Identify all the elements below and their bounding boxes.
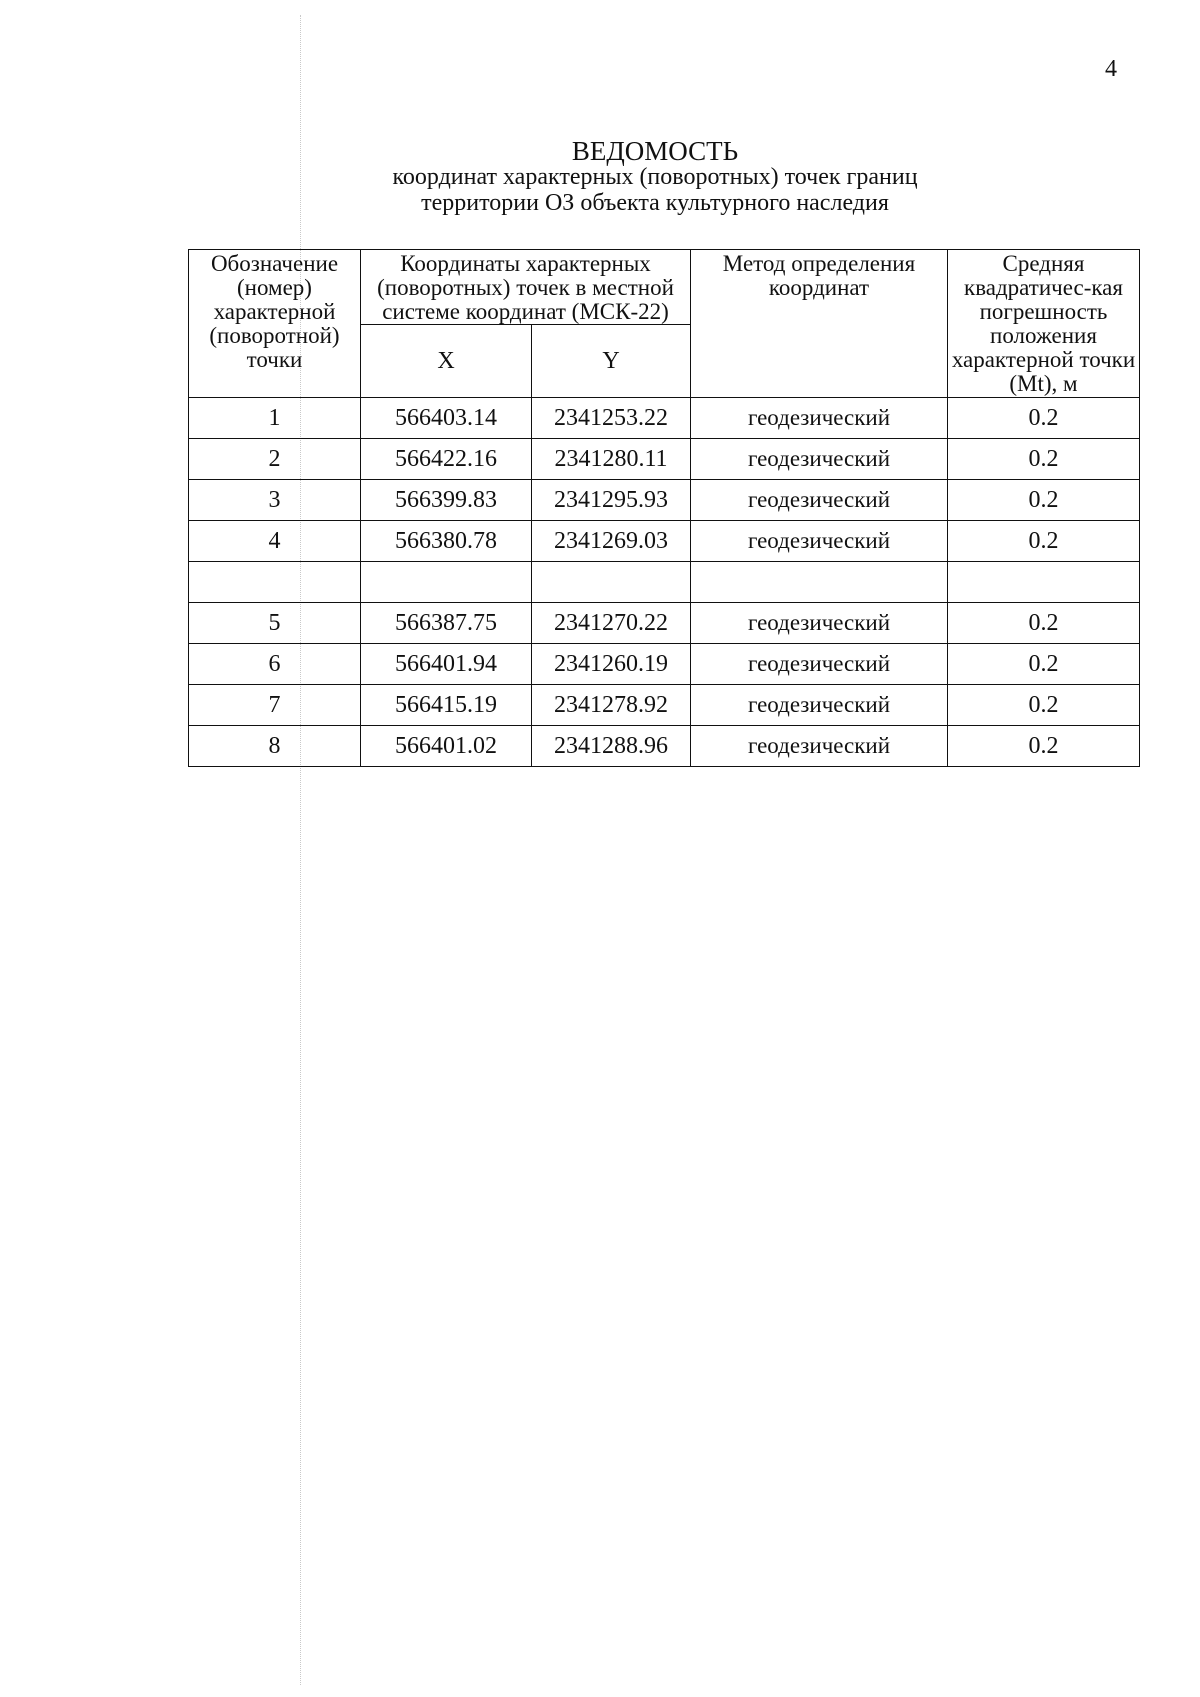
cell-point: 1	[189, 398, 361, 439]
cell-point: 4	[189, 521, 361, 562]
table-row	[189, 521, 1140, 562]
header-method: Метод определения координат	[691, 250, 948, 398]
cell-y: 2341288.96	[532, 726, 691, 767]
table-body	[189, 398, 1140, 767]
cell-y: 2341280.11	[532, 439, 691, 480]
cell-x	[361, 562, 532, 603]
coordinates-table	[188, 249, 1140, 767]
cell-point: 2	[189, 439, 361, 480]
cell-method: геодезический	[691, 521, 948, 562]
header-point-designation: Обозначение (номер) характерной (поворотной) точки	[189, 250, 361, 398]
cell-error: 0.2	[948, 644, 1140, 685]
cell-method: геодезический	[691, 480, 948, 521]
cell-method: геодезический	[691, 726, 948, 767]
cell-x: 566401.94	[361, 644, 532, 685]
page-number: 4	[1105, 56, 1117, 82]
cell-x: 566399.83	[361, 480, 532, 521]
cell-method: геодезический	[691, 439, 948, 480]
cell-y: 2341295.93	[532, 480, 691, 521]
header-y: Y	[532, 325, 691, 398]
cell-x: 566415.19	[361, 685, 532, 726]
table-row	[189, 644, 1140, 685]
cell-x: 566422.16	[361, 439, 532, 480]
table-row	[189, 685, 1140, 726]
cell-error: 0.2	[948, 521, 1140, 562]
document-title: ВЕДОМОСТЬ	[571, 136, 739, 166]
table-row	[189, 562, 1140, 603]
header-coordinates: Координаты характерных (поворотных) точек в местной системе координат (МСК-22)	[361, 250, 691, 325]
cell-y: 2341253.22	[532, 398, 691, 439]
cell-point: 8	[189, 726, 361, 767]
cell-method	[691, 562, 948, 603]
header-mean-error: Средняя квадратичес-кая погрешность положения характерной точки (Mt), м	[948, 250, 1140, 398]
cell-y	[532, 562, 691, 603]
cell-error: 0.2	[948, 726, 1140, 767]
cell-point: 5	[189, 603, 361, 644]
document-subtitle-line2: территории ОЗ объекта культурного наследия	[421, 190, 889, 216]
cell-error: 0.2	[948, 480, 1140, 521]
cell-method: геодезический	[691, 685, 948, 726]
cell-y: 2341270.22	[532, 603, 691, 644]
cell-method: геодезический	[691, 603, 948, 644]
header-x: X	[361, 325, 532, 398]
cell-error: 0.2	[948, 398, 1140, 439]
cell-x: 566387.75	[361, 603, 532, 644]
table-row	[189, 603, 1140, 644]
table-row	[189, 480, 1140, 521]
table-row	[189, 439, 1140, 480]
table-row	[189, 398, 1140, 439]
cell-x: 566401.02	[361, 726, 532, 767]
cell-x: 566403.14	[361, 398, 532, 439]
cell-error: 0.2	[948, 439, 1140, 480]
cell-point: 3	[189, 480, 361, 521]
cell-point: 7	[189, 685, 361, 726]
cell-error: 0.2	[948, 685, 1140, 726]
cell-error: 0.2	[948, 603, 1140, 644]
cell-point	[189, 562, 361, 603]
cell-x: 566380.78	[361, 521, 532, 562]
cell-error	[948, 562, 1140, 603]
cell-y: 2341260.19	[532, 644, 691, 685]
cell-y: 2341269.03	[532, 521, 691, 562]
cell-point: 6	[189, 644, 361, 685]
cell-method: геодезический	[691, 398, 948, 439]
table-header-row	[189, 250, 1140, 325]
cell-y: 2341278.92	[532, 685, 691, 726]
table-row	[189, 726, 1140, 767]
document-subtitle-line1: координат характерных (поворотных) точек границ	[392, 164, 918, 190]
cell-method: геодезический	[691, 644, 948, 685]
